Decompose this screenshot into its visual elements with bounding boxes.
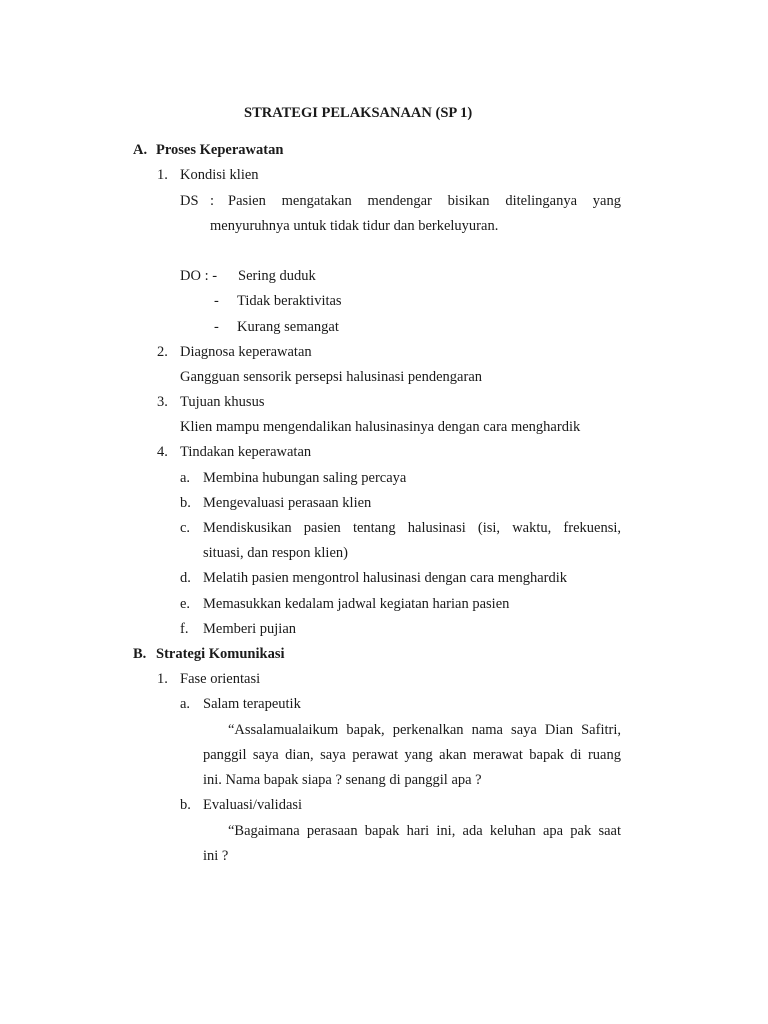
section-a-heading: Proses Keperawatan: [156, 142, 284, 158]
dialog-line: “Bagaimana perasaan bapak hari ini, ada keluhan apa pak saat: [228, 823, 621, 839]
list-letter: d.: [180, 570, 191, 586]
list-letter: a.: [180, 470, 191, 486]
a-item1-label: Kondisi klien: [180, 167, 259, 183]
a-item4-label: Tindakan keperawatan: [180, 444, 312, 460]
list-item-continued: situasi, dan respon klien): [203, 545, 348, 561]
section-a-letter: A.: [133, 142, 148, 158]
ds-label: DS: [180, 193, 199, 209]
list-letter: a.: [180, 696, 191, 712]
a-item3-number: 3.: [157, 394, 168, 410]
a-item2-number: 2.: [157, 344, 168, 360]
a-item2-text: Gangguan sensorik persepsi halusinasi pendengaran: [180, 369, 483, 385]
dialog-line: ini ?: [203, 848, 229, 864]
a-item3-label: Tujuan khusus: [180, 394, 265, 410]
a-item3-text: Klien mampu mengendalikan halusinasinya dengan cara menghardik: [180, 419, 581, 435]
do-item: Sering duduk: [238, 268, 316, 284]
do-item: Kurang semangat: [237, 319, 339, 335]
do-label: DO : -: [180, 268, 218, 284]
list-item: Memasukkan kedalam jadwal kegiatan harian pasien: [203, 596, 510, 612]
list-letter: c.: [180, 520, 191, 536]
do-dash: -: [214, 319, 219, 335]
list-item: Mengevaluasi perasaan klien: [203, 495, 372, 511]
document-title: STRATEGI PELAKSANAAN (SP 1): [244, 105, 473, 121]
ds-colon: :: [210, 193, 215, 209]
sublist-label: Evaluasi/validasi: [203, 797, 303, 813]
list-item: Mendiskusikan pasien tentang halusinasi (isi, waktu, frekuensi,: [203, 520, 621, 536]
dialog-line: “Assalamualaikum bapak, perkenalkan nama saya Dian Safitri,: [228, 722, 621, 738]
b-item1-label: Fase orientasi: [180, 671, 261, 687]
list-letter: e.: [180, 596, 191, 612]
a-item1-number: 1.: [157, 167, 168, 183]
section-b-heading: Strategi Komunikasi: [156, 646, 285, 662]
do-item: Tidak beraktivitas: [237, 293, 342, 309]
list-letter: b.: [180, 797, 191, 813]
ds-text-line2: menyuruhnya untuk tidak tidur dan berkeluyuran.: [210, 218, 499, 234]
b-item1-number: 1.: [157, 671, 168, 687]
list-item: Melatih pasien mengontrol halusinasi dengan cara menghardik: [203, 570, 568, 586]
list-letter: f.: [180, 621, 189, 637]
dialog-line: ini. Nama bapak siapa ? senang di panggil apa ?: [203, 772, 482, 788]
do-dash: -: [214, 293, 219, 309]
list-letter: b.: [180, 495, 191, 511]
section-b-letter: B.: [133, 646, 147, 662]
dialog-line: panggil saya dian, saya perawat yang akan merawat bapak di ruang: [203, 747, 621, 763]
list-item: Memberi pujian: [203, 621, 297, 637]
a-item2-label: Diagnosa keperawatan: [180, 344, 312, 360]
ds-text-line1: Pasien mengatakan mendengar bisikan ditelinganya yang: [228, 193, 621, 209]
a-item4-number: 4.: [157, 444, 168, 460]
list-item: Membina hubungan saling percaya: [203, 470, 407, 486]
sublist-label: Salam terapeutik: [203, 696, 301, 712]
